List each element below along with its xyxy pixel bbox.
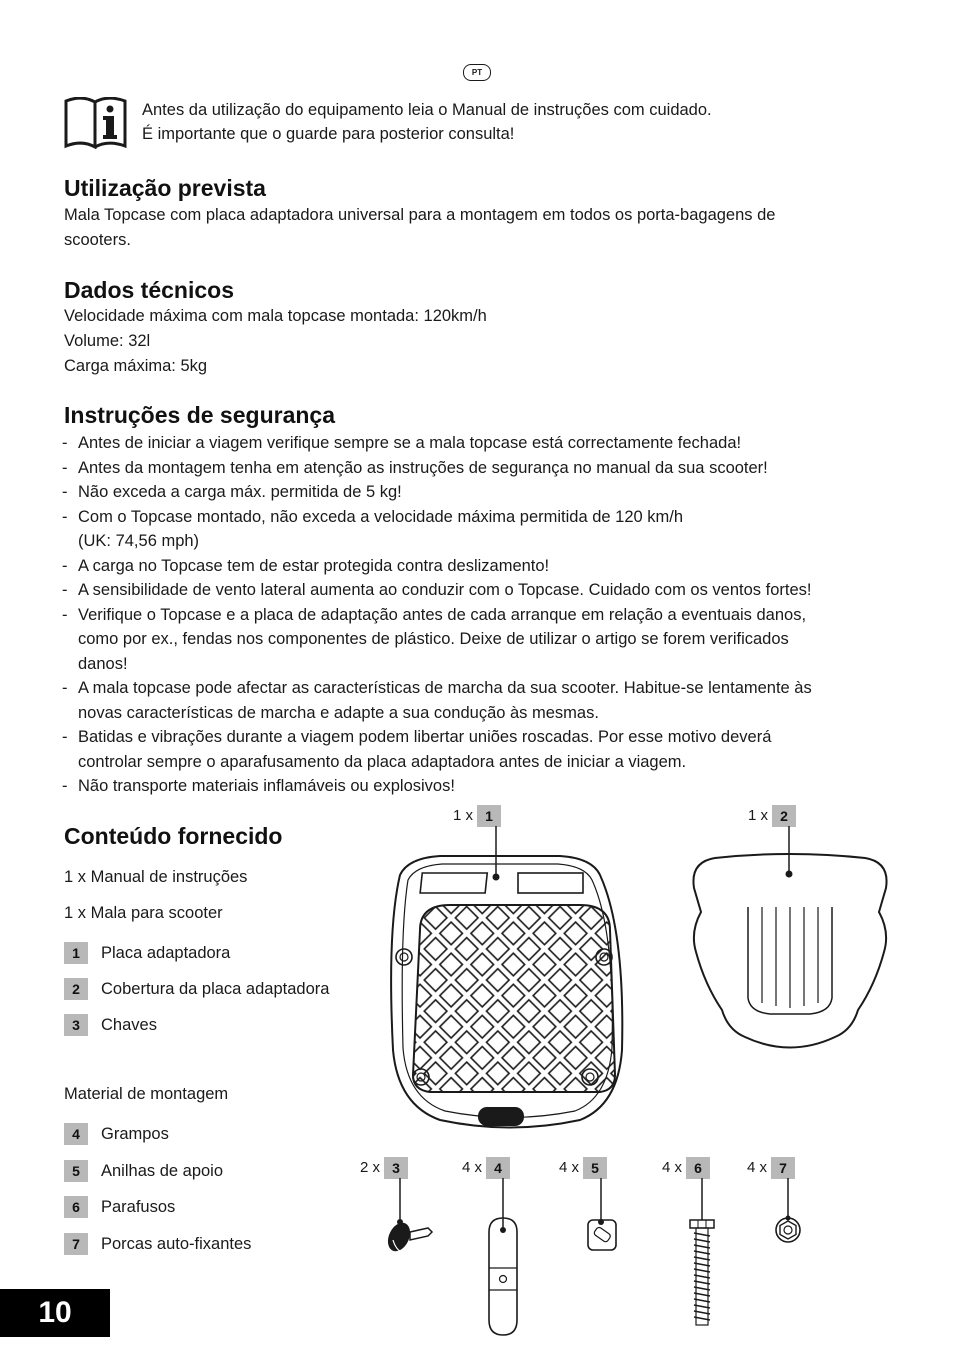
- callout-badge: 5: [583, 1157, 607, 1179]
- safety-item-line: Antes de iniciar a viagem verifique sempre se a mala topcase está correctamente fechada!: [78, 434, 742, 452]
- item-number-badge: 5: [64, 1160, 88, 1182]
- safety-item-line: Verifique o Topcase e a placa de adaptação antes de cada arranque em relação a eventuais danos,: [78, 605, 807, 624]
- adapter-plate-drawing: [391, 826, 622, 1128]
- item-label: Parafusos: [101, 1198, 176, 1216]
- callout-badge: 4: [486, 1157, 510, 1179]
- item-label: Cobertura da placa adaptadora: [101, 980, 330, 998]
- technical-data-heading: Dados técnicos: [64, 277, 234, 303]
- max-speed-line: Velocidade máxima com mala topcase montada: 120km/h: [64, 307, 487, 325]
- item-label: Porcas auto-fixantes: [101, 1235, 252, 1253]
- page-number: 10: [0, 1289, 110, 1337]
- volume-line: Volume: 32l: [64, 332, 151, 350]
- callout-qty: 4 x: [662, 1158, 683, 1176]
- callout-qty: 1 x: [453, 806, 474, 824]
- intended-use-line-1: Mala Topcase com placa adaptadora universal para a montagem em todos os porta-bagagens de: [64, 206, 776, 224]
- notice-line-1: Antes da utilização do equipamento leia o Manual de instruções com cuidado.: [142, 101, 712, 119]
- safety-item-line: Não transporte materiais inflamáveis ou explosivos!: [78, 777, 455, 795]
- safety-item-line: A mala topcase pode afectar as características de marcha da sua scooter. Habitue-se lentamente às: [78, 679, 812, 697]
- bullet-dash: -: [62, 581, 68, 599]
- safety-item-line: Não exceda a carga máx. permitida de 5 kg!: [78, 483, 402, 501]
- mounting-heading: Material de montagem: [64, 1085, 229, 1103]
- callout-qty: 2 x: [360, 1158, 381, 1176]
- safety-item-line: danos!: [78, 654, 128, 673]
- item-number-badge: 6: [64, 1196, 88, 1218]
- callout-qty: 4 x: [747, 1158, 768, 1176]
- item-number-badge: 4: [64, 1123, 88, 1145]
- scooter-case-item: 1 x Mala para scooter: [64, 904, 223, 922]
- notice-line-2: É importante que o guarde para posterior consulta!: [142, 125, 515, 143]
- safety-heading: Instruções de segurança: [64, 402, 335, 428]
- callout-qty: 1 x: [748, 806, 769, 824]
- callout-badge: 6: [686, 1157, 710, 1179]
- keys-drawing: [384, 1178, 432, 1255]
- callout-qty: 4 x: [559, 1158, 580, 1176]
- screw-drawing: [690, 1178, 714, 1325]
- callout-badge: 2: [772, 805, 796, 827]
- item-label: Grampos: [101, 1125, 169, 1143]
- item-label: Anilhas de apoio: [101, 1162, 224, 1180]
- clamp-drawing: [489, 1178, 517, 1335]
- item-number-badge: 7: [64, 1233, 88, 1255]
- nut-drawing: [776, 1178, 800, 1242]
- bullet-dash: -: [62, 679, 68, 697]
- item-label: Chaves: [101, 1016, 157, 1034]
- bullet-dash: -: [62, 556, 68, 575]
- item-label: Placa adaptadora: [101, 944, 231, 962]
- item-number-badge: 2: [64, 978, 88, 1000]
- safety-item-line: como por ex., fendas nos componentes de plástico. Deixe de utilizar o artigo se forem verificados: [78, 630, 789, 648]
- safety-item-line: Batidas e vibrações durante a viagem podem libertar uniões roscadas. Por esse motivo deverá: [78, 728, 772, 746]
- adapter-cover-drawing: [693, 826, 886, 1048]
- safety-item-line: A sensibilidade de vento lateral aumenta ao conduzir com o Topcase. Cuidado com os ventos fortes!: [78, 581, 812, 599]
- callout-badge: 7: [771, 1157, 795, 1179]
- safety-item-line: Antes da montagem tenha em atenção as instruções de segurança no manual da sua scooter!: [78, 458, 768, 477]
- bullet-dash: -: [62, 605, 68, 624]
- safety-item-line: novas características de marcha e adapte a sua condução às mesmas.: [78, 703, 599, 722]
- washer-drawing: [588, 1178, 616, 1250]
- bullet-dash: -: [62, 507, 68, 526]
- contents-heading: Conteúdo fornecido: [64, 823, 283, 849]
- callout-badge: 3: [384, 1157, 408, 1179]
- intended-use-line-2: scooters.: [64, 231, 131, 249]
- callout-badge: 1: [477, 805, 501, 827]
- bullet-dash: -: [62, 483, 68, 501]
- bullet-dash: -: [62, 728, 68, 746]
- intended-use-heading: Utilização prevista: [64, 175, 266, 201]
- bullet-dash: -: [62, 434, 68, 452]
- safety-item-line: (UK: 74,56 mph): [78, 532, 200, 550]
- item-number-badge: 3: [64, 1014, 88, 1036]
- safety-item-line: Com o Topcase montado, não exceda a velocidade máxima permitida de 120 km/h: [78, 507, 684, 526]
- safety-item-line: A carga no Topcase tem de estar protegida contra deslizamento!: [78, 556, 550, 575]
- item-number-badge: 1: [64, 942, 88, 964]
- bullet-dash: -: [62, 777, 68, 795]
- language-badge: PT: [463, 64, 491, 81]
- bullet-dash: -: [62, 458, 68, 477]
- manual-item: 1 x Manual de instruções: [64, 868, 248, 886]
- callout-qty: 4 x: [462, 1158, 483, 1176]
- safety-item-line: controlar sempre o aparafusamento da placa adaptadora antes de iniciar a viagem.: [78, 752, 687, 771]
- max-load-line: Carga máxima: 5kg: [64, 357, 208, 375]
